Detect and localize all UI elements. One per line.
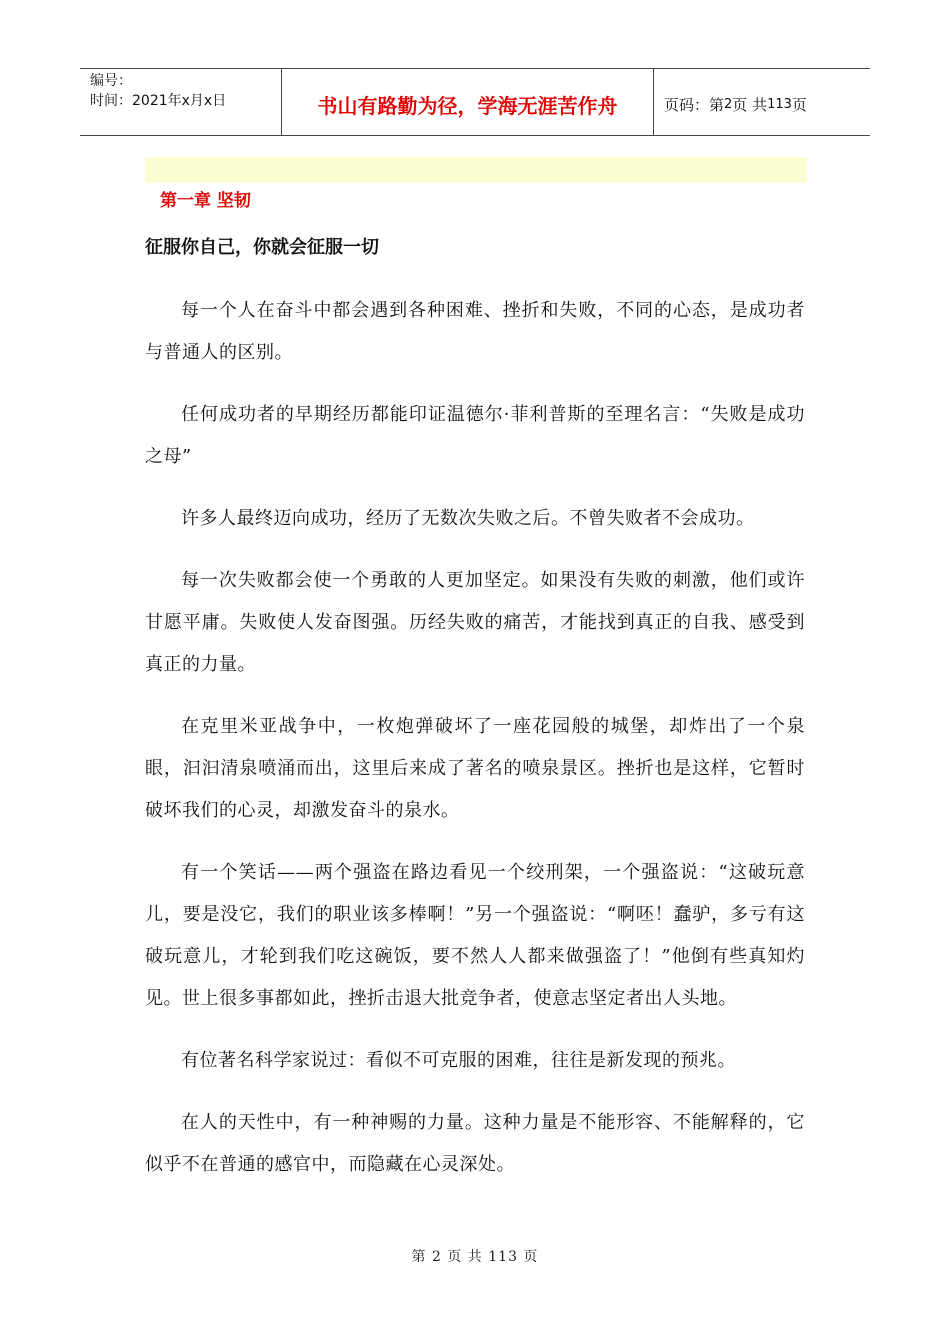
page-prefix: 页码：第 <box>664 95 725 114</box>
document-time-label: 时间：2021年x月x日 <box>90 93 227 109</box>
page-number: 2 <box>724 96 733 112</box>
page-header <box>80 68 870 136</box>
header-page-info <box>654 69 870 135</box>
body-text <box>145 290 805 1206</box>
paragraph: 在克里米亚战争中，一枚炮弹破坏了一座花园般的城堡，却炸出了一个泉眼，汩汩清泉喷涌而出，这里后来成了著名的喷泉景区。挫折也是这样，它暂时破坏我们的心灵，却激发奋斗的泉水。 <box>145 716 805 821</box>
header-motto: 书山有路勤为径，学海无涯苦作舟 <box>282 69 654 135</box>
highlight-bar <box>145 157 807 183</box>
chapter-title: 第一章 坚韧 <box>160 191 251 211</box>
section-title: 征服你自己，你就会征服一切 <box>145 237 379 258</box>
page-footer: 第 2 页 共 113 页 <box>411 1249 539 1265</box>
paragraph: 任何成功者的早期经历都能印证温德尔·菲利普斯的至理名言：“失败是成功之母” <box>145 404 805 467</box>
paragraph: 每一个人在奋斗中都会遇到各种困难、挫折和失败，不同的心态，是成功者与普通人的区别。 <box>145 300 805 363</box>
header-meta <box>80 69 282 135</box>
paragraph: 有位著名科学家说过：看似不可克服的困难，往往是新发现的预兆。 <box>181 1050 736 1071</box>
page-total: 113 <box>767 96 792 112</box>
document-code-label: 编号： <box>90 73 132 89</box>
paragraph: 每一次失败都会使一个勇敢的人更加坚定。如果没有失败的刺激，他们或许甘愿平庸。失败使人发奋图强。历经失败的痛苦，才能找到真正的自我、感受到真正的力量。 <box>145 570 805 675</box>
page-suffix: 页 <box>791 95 807 114</box>
paragraph: 许多人最终迈向成功，经历了无数次失败之后。不曾失败者不会成功。 <box>181 508 755 529</box>
paragraph: 在人的天性中，有一种神赐的力量。这种力量是不能形容、不能解释的，它似乎不在普通的感官中，而隐藏在心灵深处。 <box>145 1112 805 1175</box>
page-mid: 页 共 <box>732 95 768 114</box>
paragraph: 有一个笑话——两个强盗在路边看见一个绞刑架，一个强盗说：“这破玩意儿，要是没它，我们的职业该多棒啊！”另一个强盗说：“啊呸！蠢驴，多亏有这破玩意儿，才轮到我们吃这碗饭，要不然人人都来做强盗了！”他倒有些真知灼见。世上很多事都如此，挫折击退大批竞争者，使意志坚定者出人头地。 <box>145 862 805 1009</box>
